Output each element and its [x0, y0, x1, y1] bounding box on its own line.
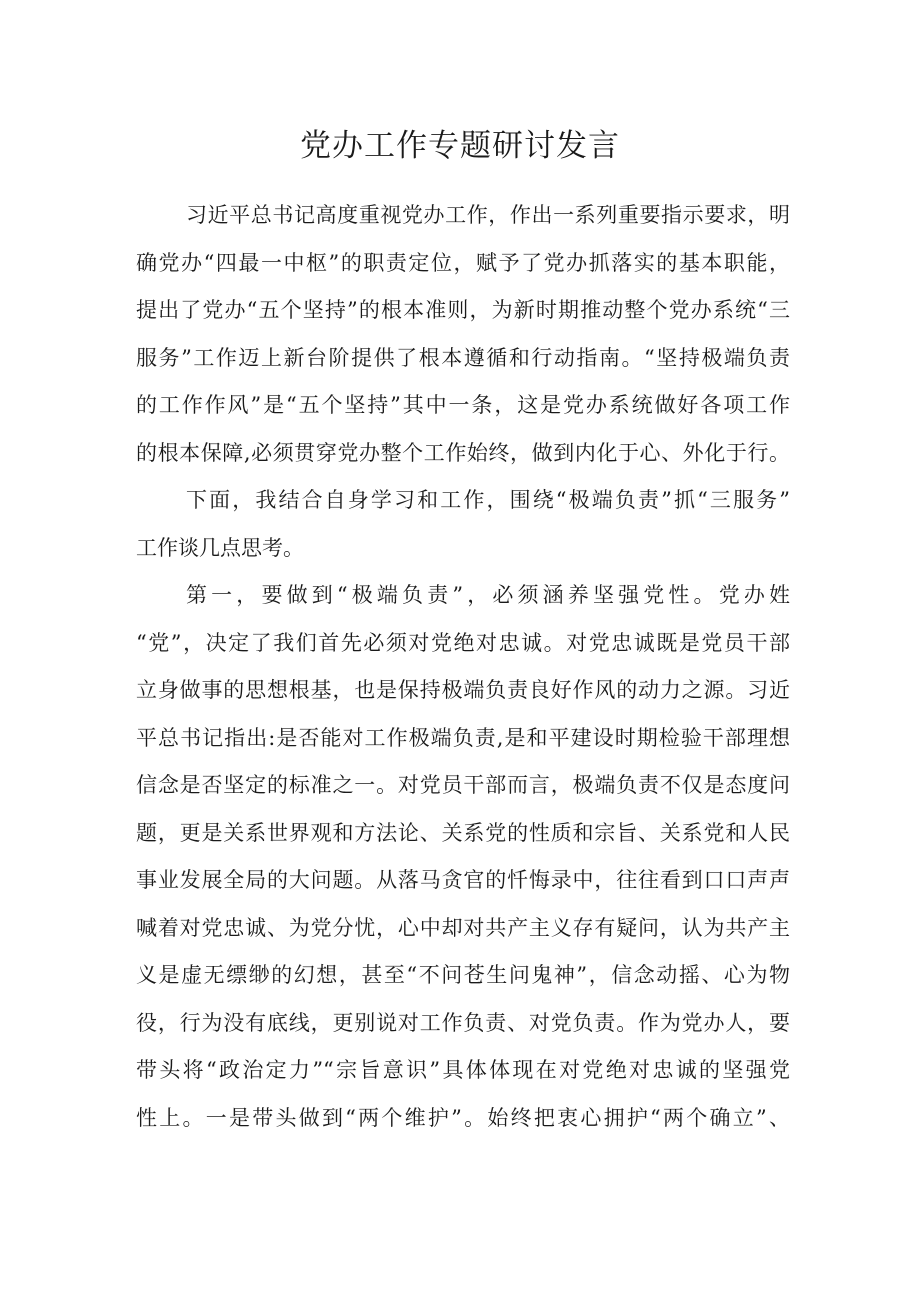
paragraph-line: 习近平总书记高度重视党办工作，作出一系列重要指示要求，明 — [186, 203, 790, 227]
paragraph-line: 带头将“政治定力”“宗旨意识”具体体现在对党绝对忠诚的坚强党 — [136, 1058, 790, 1082]
paragraph-line: 确党办“四最一中枢”的职责定位，赋予了党办抓落实的基本职能， — [136, 250, 790, 275]
paragraph-line: “党”，决定了我们首先必须对党绝对忠诚。对党忠诚既是党员干部 — [136, 630, 790, 655]
paragraph-line: 下面，我结合自身学习和工作，围绕“极端负责”抓“三服务” — [186, 488, 790, 512]
paragraph-line: 事业发展全局的大问题。从落马贪官的忏悔录中，往往看到口口声声 — [136, 868, 790, 892]
paragraph-line: 工作谈几点思考。 — [136, 535, 304, 560]
paragraph-line: 性上。一是带头做到“两个维护”。始终把衷心拥护“两个确立”、 — [136, 1105, 790, 1130]
paragraph-line: 第一，要做到“极端负责”，必须涵养坚强党性。党办姓 — [186, 583, 790, 607]
paragraph-line: 服务”工作迈上新台阶提供了根本遵循和行动指南。“坚持极端负责 — [136, 345, 790, 370]
paragraph-line: 役，行为没有底线，更别说对工作负责、对党负责。作为党办人，要 — [136, 1010, 790, 1035]
paragraph-line: 信念是否坚定的标准之一。对党员干部而言，极端负责不仅是态度问 — [136, 773, 790, 797]
paragraph-line: 提出了党办“五个坚持”的根本准则，为新时期推动整个党办系统“三 — [136, 298, 790, 322]
document-title: 党办工作专题研讨发言 — [300, 128, 620, 164]
paragraph-line: 题，更是关系世界观和方法论、关系党的性质和宗旨、关系党和人民 — [136, 820, 790, 845]
paragraph-line: 的根本保障,必须贯穿党办整个工作始终，做到内化于心、外化于行。 — [136, 440, 790, 465]
paragraph-line: 喊着对党忠诚、为党分忧，心中却对共产主义存有疑问，认为共产主 — [136, 915, 790, 940]
paragraph-line: 平总书记指出:是否能对工作极端负责,是和平建设时期检验干部理想 — [136, 725, 790, 750]
paragraph-line: 的工作作风”是“五个坚持”其中一条，这是党办系统做好各项工作 — [136, 393, 790, 417]
document-body — [136, 192, 790, 1142]
paragraph-line: 立身做事的思想根基，也是保持极端负责良好作风的动力之源。习近 — [136, 678, 790, 702]
paragraph-line: 义是虚无缥缈的幻想，甚至“不问苍生问鬼神”，信念动摇、心为物 — [136, 963, 790, 987]
